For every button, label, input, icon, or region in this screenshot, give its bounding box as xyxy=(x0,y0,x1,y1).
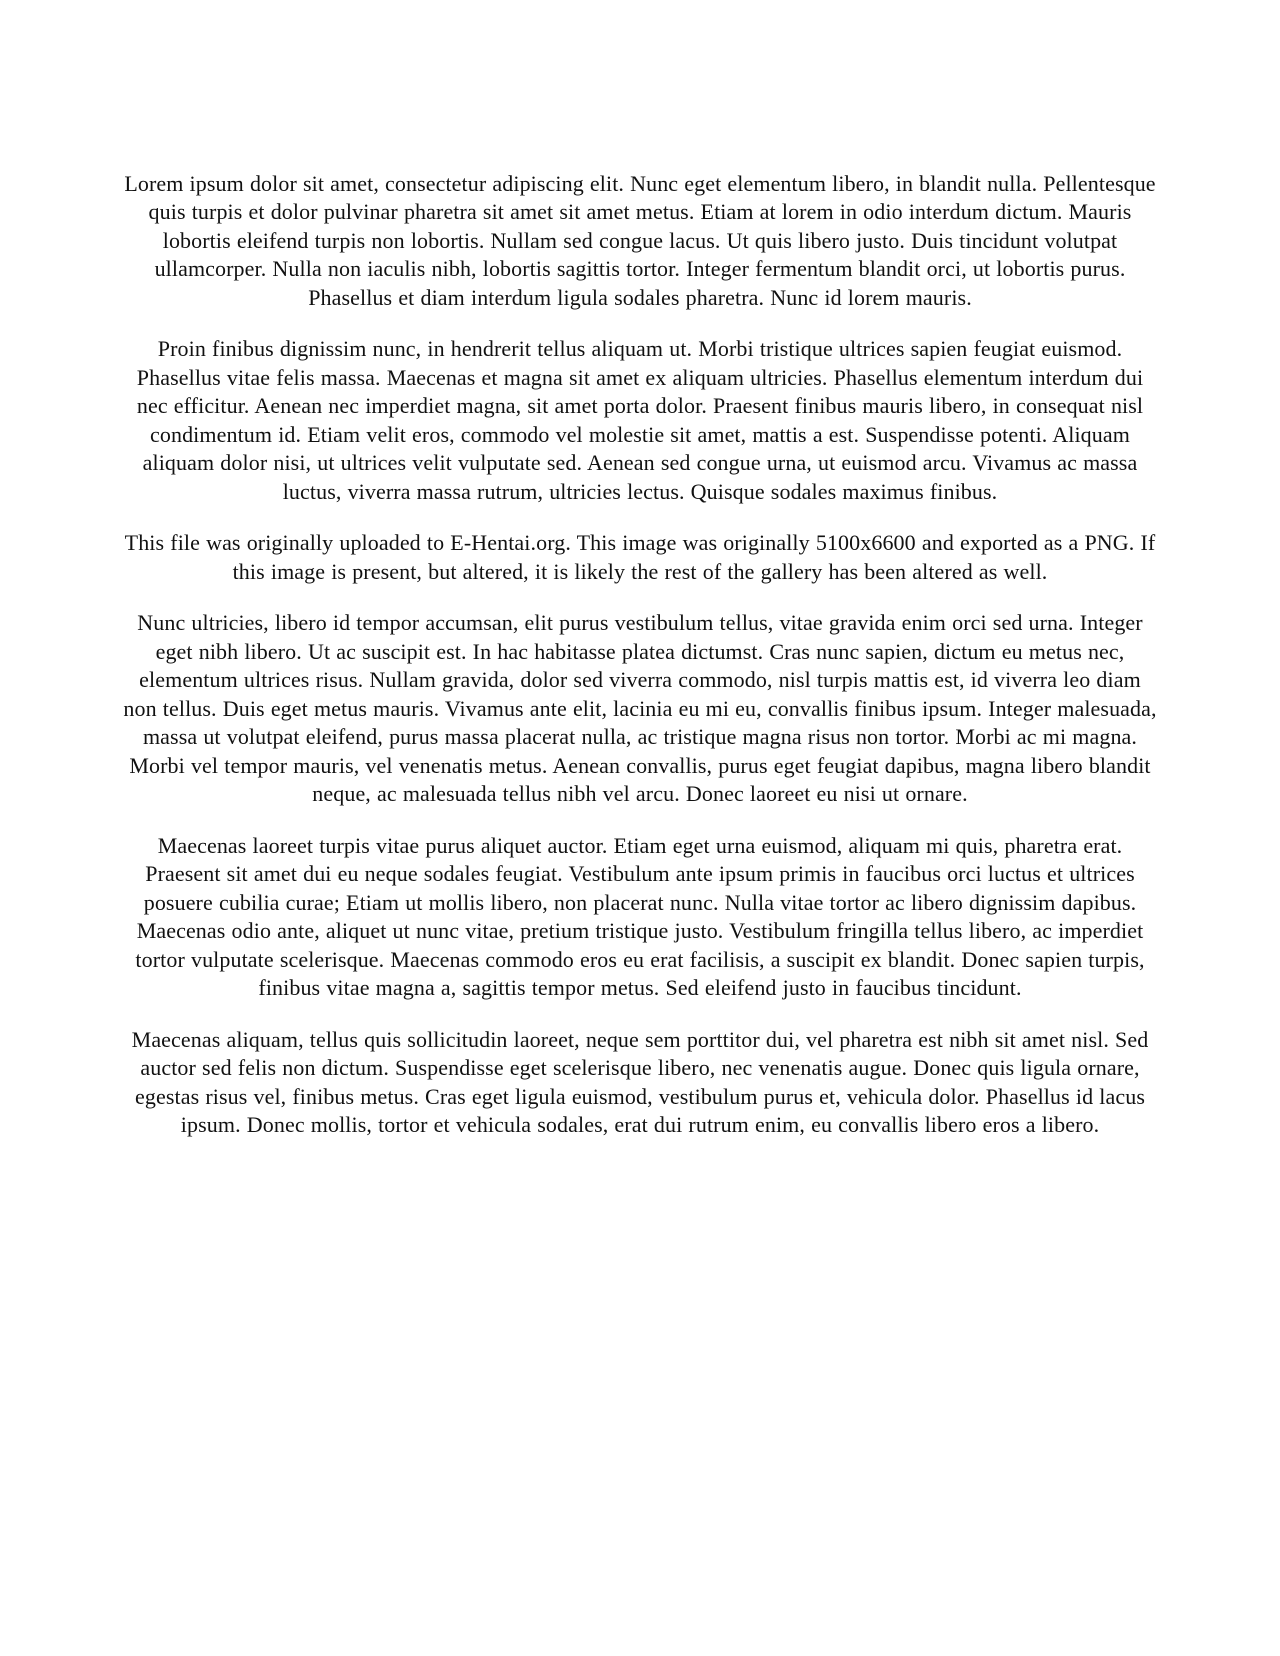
paragraph-upload-notice: This file was originally uploaded to E-Hentai.org. This image was originally 5100x6600 and exported as a PNG. If this image is present, but altered, it is likely the rest of the gallery has been altered as well. xyxy=(124,530,1156,584)
paragraph-lorem-5: Maecenas aliquam, tellus quis sollicitudin laoreet, neque sem porttitor dui, vel pharetra est nibh sit amet nisl. Sed auctor sed felis non dictum. Suspendisse eget scelerisque libero, nec venenatis augue. Donec quis ligula ornare, egestas risus vel, finibus metus. Cras eget ligula euismod, vestibulum purus et, vehicula dolor. Phasellus id lacus ipsum. Donec mollis, tortor et vehicula sodales, erat dui rutrum enim, eu convallis libero eros a libero. xyxy=(131,1026,1149,1138)
paragraph-lorem-1: Lorem ipsum dolor sit amet, consectetur adipiscing elit. Nunc eget elementum libero, in blandit nulla. Pellentesque quis turpis et dolor pulvinar pharetra sit amet sit amet metus. Etiam at lorem in odio interdum dictum. Mauris lobortis eleifend turpis non lobortis. Nullam sed congue lacus. Ut quis libero justo. Duis tincidunt volutpat ullamcorper. Nulla non iaculis nibh, lobortis sagittis tortor. Integer fermentum blandit orci, ut lobortis purus. Phasellus et diam interdum ligula sodales pharetra. Nunc id lorem mauris. xyxy=(124,171,1156,310)
paragraph-lorem-3: Nunc ultricies, libero id tempor accumsan, elit purus vestibulum tellus, vitae gravida enim orci sed urna. Integer eget nibh libero. Ut ac suscipit est. In hac habitasse platea dictumst. Cras nunc sapien, dictum eu metus nec, elementum ultrices risus. Nullam gravida, dolor sed viverra commodo, nisl turpis mattis est, id viverra leo diam non tellus. Duis eget metus mauris. Vivamus ante elit, lacinia eu mi eu, convallis finibus ipsum. Integer malesuada, massa ut volutpat eleifend, purus massa placerat nulla, ac tristique magna risus non tortor. Morbi ac mi magna. Morbi vel tempor mauris, vel venenatis metus. Aenean convallis, purus eget feugiat dapibus, magna libero blandit neque, ac malesuada tellus nibh vel arcu. Donec laoreet eu nisi ut ornare. xyxy=(123,610,1157,807)
document-body xyxy=(122,170,1158,1140)
paragraph-lorem-2: Proin finibus dignissim nunc, in hendrerit tellus aliquam ut. Morbi tristique ultrices sapien feugiat euismod. Phasellus vitae felis massa. Maecenas et magna sit amet ex aliquam ultricies. Phasellus elementum interdum dui nec efficitur. Aenean nec imperdiet magna, sit amet porta dolor. Praesent finibus mauris libero, in consequat nisl condimentum id. Etiam velit eros, commodo vel molestie sit amet, mattis a est. Suspendisse potenti. Aliquam aliquam dolor nisi, ut ultrices velit vulputate sed. Aenean sed congue urna, ut euismod arcu. Vivamus ac massa luctus, viverra massa rutrum, ultricies lectus. Quisque sodales maximus finibus. xyxy=(136,336,1144,504)
paragraph-lorem-4: Maecenas laoreet turpis vitae purus aliquet auctor. Etiam eget urna euismod, aliquam mi quis, pharetra erat. Praesent sit amet dui eu neque sodales feugiat. Vestibulum ante ipsum primis in faucibus orci luctus et ultrices posuere cubilia curae; Etiam ut mollis libero, non placerat nunc. Nulla vitae tortor ac libero dignissim dapibus. Maecenas odio ante, aliquet ut nunc vitae, pretium tristique justo. Vestibulum fringilla tellus libero, ac imperdiet tortor vulputate scelerisque. Maecenas commodo eros eu erat facilisis, a suscipit ex blandit. Donec sapien turpis, finibus vitae magna a, sagittis tempor metus. Sed eleifend justo in faucibus tincidunt. xyxy=(135,832,1145,1001)
